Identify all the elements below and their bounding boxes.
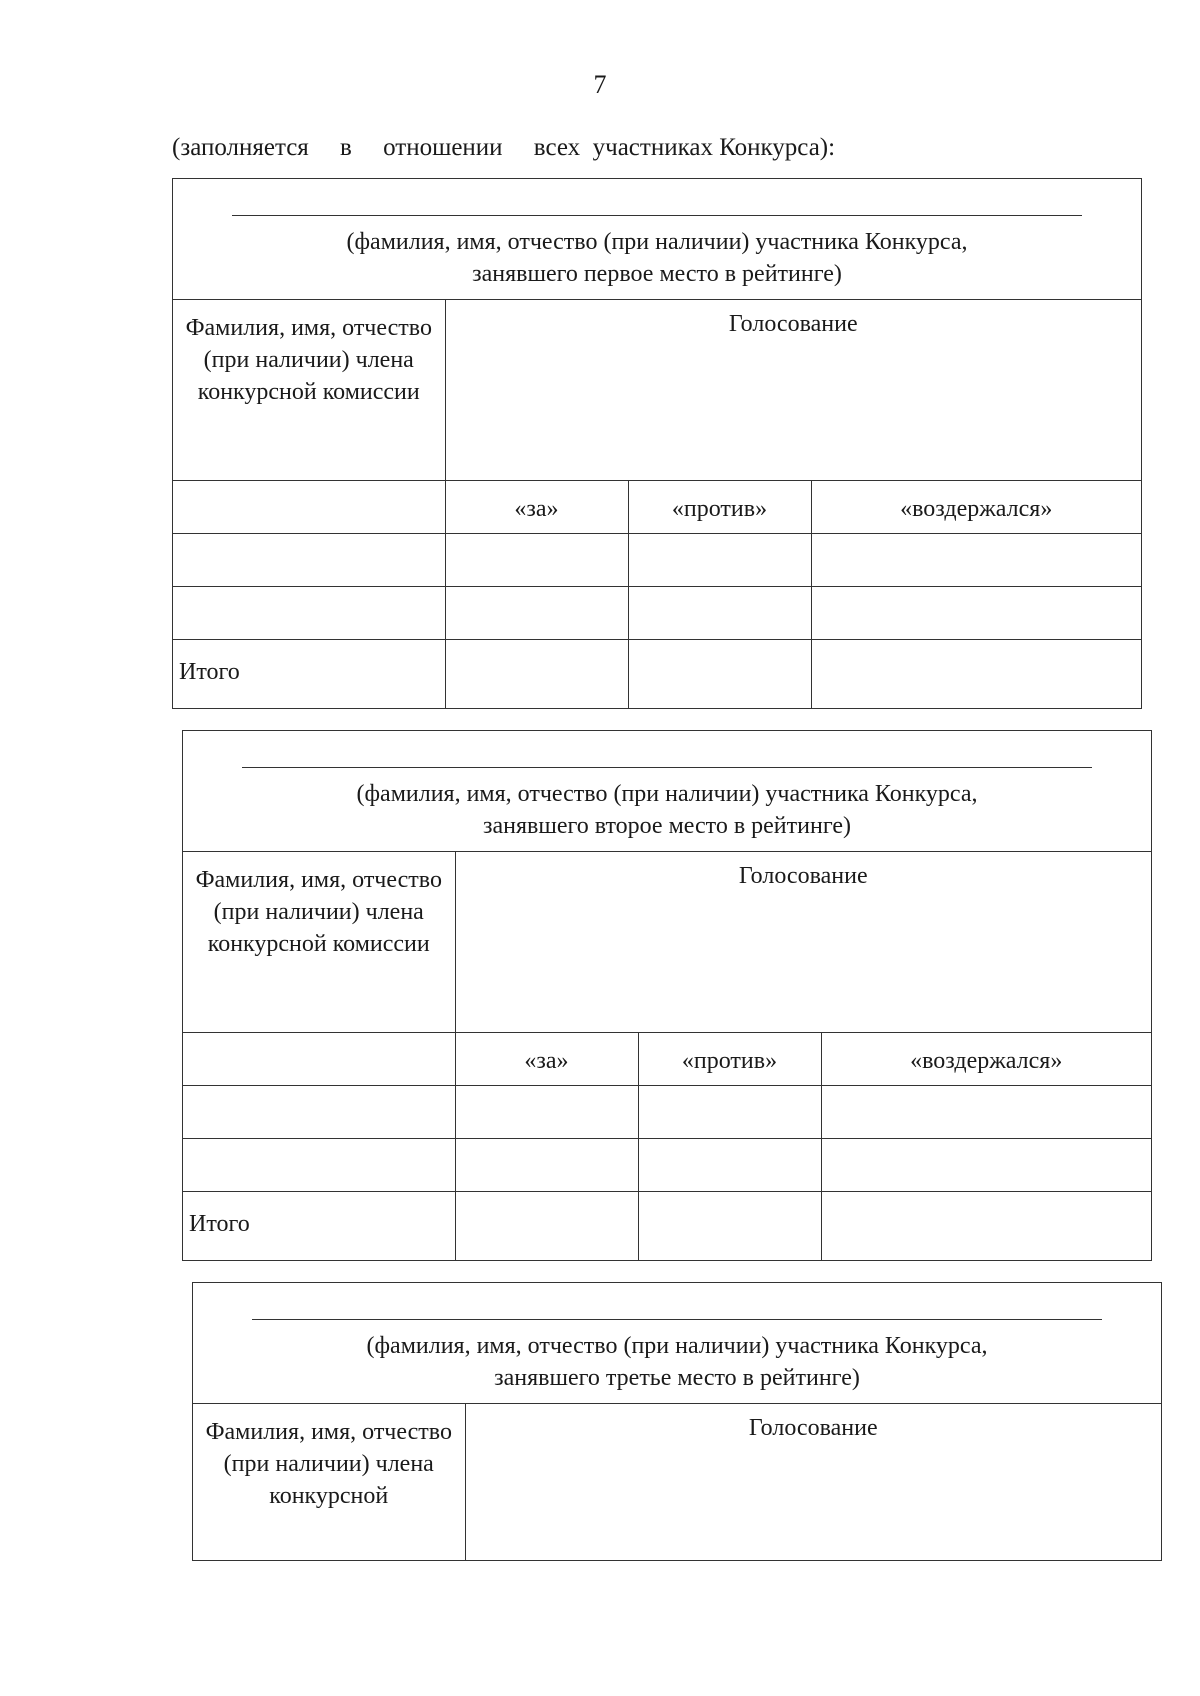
voting-header: Голосование <box>445 300 1141 481</box>
vote-for-header: «за» <box>445 481 628 534</box>
member-name-header: Фамилия, имя, отчество (при наличии) члена конкурсной <box>193 1404 465 1561</box>
participant-name-line[interactable] <box>242 767 1092 768</box>
participant-name-line[interactable] <box>252 1319 1102 1320</box>
total-label: Итого <box>173 640 445 709</box>
total-row <box>173 640 1141 709</box>
vote-against-header: «против» <box>638 1033 821 1086</box>
voting-table-second-place <box>182 730 1152 1261</box>
voting-header: Голосование <box>455 852 1151 1033</box>
participant-cell <box>183 731 1151 852</box>
member-name-header: Фамилия, имя, отчество (при наличии) члена конкурсной комиссии <box>173 300 445 481</box>
vote-for-header: «за» <box>455 1033 638 1086</box>
voting-table-first-place <box>172 178 1142 709</box>
table-row <box>173 587 1141 640</box>
voting-header: Голосование <box>465 1404 1161 1561</box>
empty-cell <box>183 1033 455 1086</box>
vote-abstain-header: «воздержался» <box>821 1033 1151 1086</box>
vote-against-header: «против» <box>628 481 811 534</box>
table-row <box>173 534 1141 587</box>
total-row <box>183 1192 1151 1261</box>
empty-cell <box>173 481 445 534</box>
participant-caption-line1: (фамилия, имя, отчество (при наличии) участника Конкурса, <box>366 1333 988 1359</box>
member-name-header: Фамилия, имя, отчество (при наличии) члена конкурсной комиссии <box>183 852 455 1033</box>
vote-abstain-header: «воздержался» <box>811 481 1141 534</box>
participant-caption-line2: занявшего второе место в рейтинге) <box>482 813 851 839</box>
participant-name-line[interactable] <box>232 215 1082 216</box>
voting-table-third-place <box>192 1282 1162 1561</box>
participant-caption-line1: (фамилия, имя, отчество (при наличии) участника Конкурса, <box>346 229 968 255</box>
participant-cell <box>193 1283 1161 1404</box>
participant-caption-line1: (фамилия, имя, отчество (при наличии) участника Конкурса, <box>356 781 978 807</box>
table-row <box>183 1086 1151 1139</box>
total-label: Итого <box>183 1192 455 1261</box>
participant-cell <box>173 179 1141 300</box>
table-row <box>183 1139 1151 1192</box>
intro-text: (заполняется в отношении всех участниках Конкурса): <box>172 134 836 161</box>
participant-caption-line2: занявшего третье место в рейтинге) <box>494 1365 860 1391</box>
participant-caption-line2: занявшего первое место в рейтинге) <box>472 261 842 287</box>
page-number: 7 <box>593 70 607 99</box>
